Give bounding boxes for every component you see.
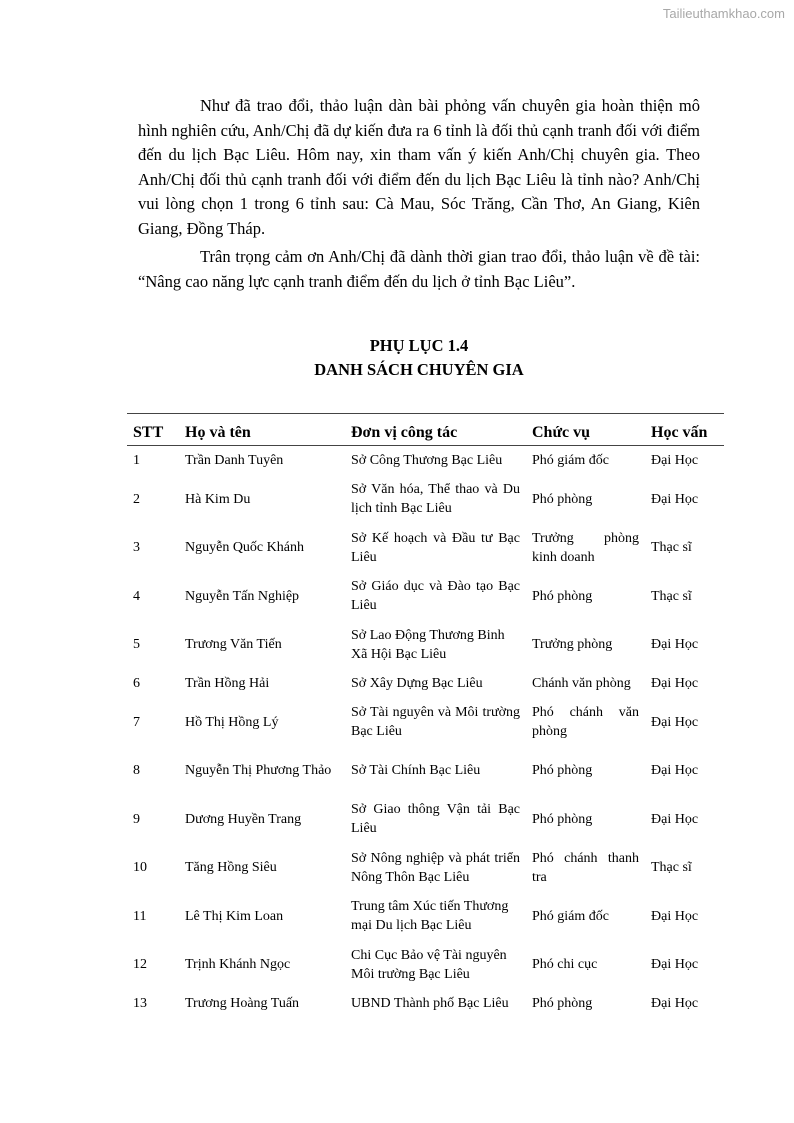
cell-name: Trần Hồng Hải bbox=[185, 676, 270, 691]
cell-stt: 11 bbox=[133, 908, 147, 924]
cell-position: Chánh văn phòng bbox=[532, 676, 631, 691]
cell-organization: Sở Giáo dục và Đào tạo Bạc Liêu bbox=[351, 579, 520, 614]
cell-organization: UBND Thành phố Bạc Liêu bbox=[351, 996, 509, 1011]
table-row bbox=[127, 941, 724, 990]
cell-organization: Chi Cục Bảo vệ Tài nguyên Môi trường Bạc Liêu bbox=[351, 947, 507, 982]
cell-organization: Sở Lao Động Thương Binh Xã Hội Bạc Liêu bbox=[351, 627, 505, 662]
table-row bbox=[127, 669, 724, 698]
table-row bbox=[127, 446, 724, 476]
cell-organization: Sở Xây Dựng Bạc Liêu bbox=[351, 676, 483, 691]
cell-education: Đại Học bbox=[651, 763, 699, 779]
cell-name: Nguyễn Quốc Khánh bbox=[185, 540, 304, 556]
cell-education: Đại Học bbox=[651, 491, 699, 507]
table-row bbox=[127, 892, 724, 941]
table-row bbox=[127, 844, 724, 893]
cell-stt: 8 bbox=[133, 763, 140, 779]
header-position: Chức vụ bbox=[526, 414, 645, 446]
cell-name: Lê Thị Kim Loan bbox=[185, 908, 284, 924]
cell-organization: Sở Kế hoạch và Đầu tư Bạc Liêu bbox=[351, 530, 520, 565]
table-row bbox=[127, 524, 724, 573]
cell-stt: 6 bbox=[133, 676, 140, 691]
cell-stt: 2 bbox=[133, 491, 140, 507]
cell-position: Trưởng phòng kinh doanh bbox=[532, 530, 639, 565]
header-stt: STT bbox=[127, 414, 179, 446]
header-education: Học vấn bbox=[645, 414, 724, 446]
list-title: DANH SÁCH CHUYÊN GIA bbox=[314, 360, 524, 379]
cell-stt: 7 bbox=[133, 714, 140, 730]
cell-name: Tăng Hồng Siêu bbox=[185, 860, 277, 876]
cell-position: Phó chi cục bbox=[532, 957, 598, 973]
cell-position: Phó phòng bbox=[532, 763, 593, 779]
cell-name: Trần Danh Tuyên bbox=[185, 453, 284, 468]
cell-education: Thạc sĩ bbox=[651, 860, 692, 876]
header-name: Họ và tên bbox=[179, 414, 345, 446]
cell-organization: Trung tâm Xúc tiến Thương mại Du lịch Bạc Liêu bbox=[351, 899, 509, 934]
watermark: Tailieuthamkhao.com bbox=[662, 6, 785, 21]
cell-stt: 10 bbox=[133, 860, 147, 876]
cell-education: Đại Học bbox=[651, 637, 699, 653]
experts-table bbox=[127, 413, 724, 1018]
cell-name: Trịnh Khánh Ngọc bbox=[185, 957, 291, 973]
cell-stt: 3 bbox=[133, 540, 140, 556]
cell-education: Đại Học bbox=[651, 811, 699, 827]
cell-education: Thạc sĩ bbox=[651, 588, 692, 604]
cell-name: Nguyễn Thị Phương Thảo bbox=[185, 763, 332, 779]
cell-organization: Sở Văn hóa, Thể thao và Du lịch tỉnh Bạc Liêu bbox=[351, 482, 520, 517]
cell-education: Đại Học bbox=[651, 996, 699, 1011]
cell-organization: Sở Nông nghiệp và phát triển Nông Thôn Bạc Liêu bbox=[351, 850, 520, 885]
cell-education: Đại Học bbox=[651, 676, 699, 691]
cell-education: Thạc sĩ bbox=[651, 540, 692, 556]
cell-stt: 4 bbox=[133, 588, 140, 604]
cell-position: Trưởng phòng bbox=[532, 637, 613, 653]
cell-education: Đại Học bbox=[651, 453, 699, 468]
cell-name: Trương Hoàng Tuấn bbox=[185, 996, 300, 1011]
cell-position: Phó phòng bbox=[532, 491, 593, 507]
cell-position: Phó chánh văn phòng bbox=[532, 705, 639, 740]
cell-name: Nguyễn Tấn Nghiệp bbox=[185, 588, 300, 604]
table-row bbox=[127, 989, 724, 1018]
cell-stt: 12 bbox=[133, 957, 147, 973]
intro-paragraph: Như đã trao đổi, thảo luận dàn bài phỏng vấn chuyên gia hoàn thiện mô hình nghiên cứu, Anh/Chị đã dự kiến đưa ra 6 tỉnh là đối thủ cạnh tranh đối với điểm đến du lịch Bạc Liêu. Hôm nay, xin tham vấn ý kiến Anh/Chị chuyên gia. Theo Anh/Chị đối thủ cạnh tranh đối với điểm đến du lịch Bạc Liêu là tỉnh nào? Anh/Chị vui lòng chọn 1 trong 6 tỉnh sau: Cà Mau, Sóc Trăng, Cần Thơ, An Giang, Kiên Giang, Đồng Tháp. bbox=[138, 96, 700, 238]
cell-organization: Sở Giao thông Vận tải Bạc Liêu bbox=[351, 802, 520, 837]
table-row bbox=[127, 698, 724, 747]
cell-organization: Sở Tài nguyên và Môi trường Bạc Liêu bbox=[351, 705, 520, 740]
table-row bbox=[127, 475, 724, 524]
cell-stt: 9 bbox=[133, 811, 140, 827]
table-row bbox=[127, 747, 724, 796]
appendix-title: PHỤ LỤC 1.4 bbox=[369, 336, 469, 355]
cell-education: Đại Học bbox=[651, 714, 699, 730]
thanks-paragraph: Trân trọng cảm ơn Anh/Chị đã dành thời gian trao đổi, thảo luận về đề tài: “Nâng cao năng lực cạnh tranh điểm đến du lịch ở tỉnh Bạc Liêu”. bbox=[138, 247, 700, 291]
cell-name: Dương Huyền Trang bbox=[185, 811, 302, 827]
cell-organization: Sở Công Thương Bạc Liêu bbox=[351, 453, 503, 468]
cell-position: Phó phòng bbox=[532, 588, 593, 604]
cell-position: Phó giám đốc bbox=[532, 453, 609, 468]
cell-position: Phó phòng bbox=[532, 811, 593, 827]
cell-position: Phó phòng bbox=[532, 996, 593, 1011]
cell-position: Phó giám đốc bbox=[532, 908, 609, 924]
cell-stt: 1 bbox=[133, 453, 140, 468]
cell-name: Hồ Thị Hồng Lý bbox=[185, 714, 279, 730]
table-row bbox=[127, 621, 724, 670]
cell-stt: 5 bbox=[133, 637, 140, 653]
cell-name: Hà Kim Du bbox=[185, 491, 251, 507]
cell-organization: Sở Tài Chính Bạc Liêu bbox=[351, 763, 481, 779]
cell-position: Phó chánh thanh tra bbox=[532, 850, 639, 885]
table-header-row bbox=[127, 414, 724, 446]
table-row bbox=[127, 572, 724, 621]
cell-stt: 13 bbox=[133, 996, 147, 1011]
table-row bbox=[127, 795, 724, 844]
cell-education: Đại Học bbox=[651, 957, 699, 973]
cell-name: Trương Văn Tiến bbox=[185, 637, 282, 653]
header-organization: Đơn vị công tác bbox=[345, 414, 526, 446]
cell-education: Đại Học bbox=[651, 908, 699, 924]
